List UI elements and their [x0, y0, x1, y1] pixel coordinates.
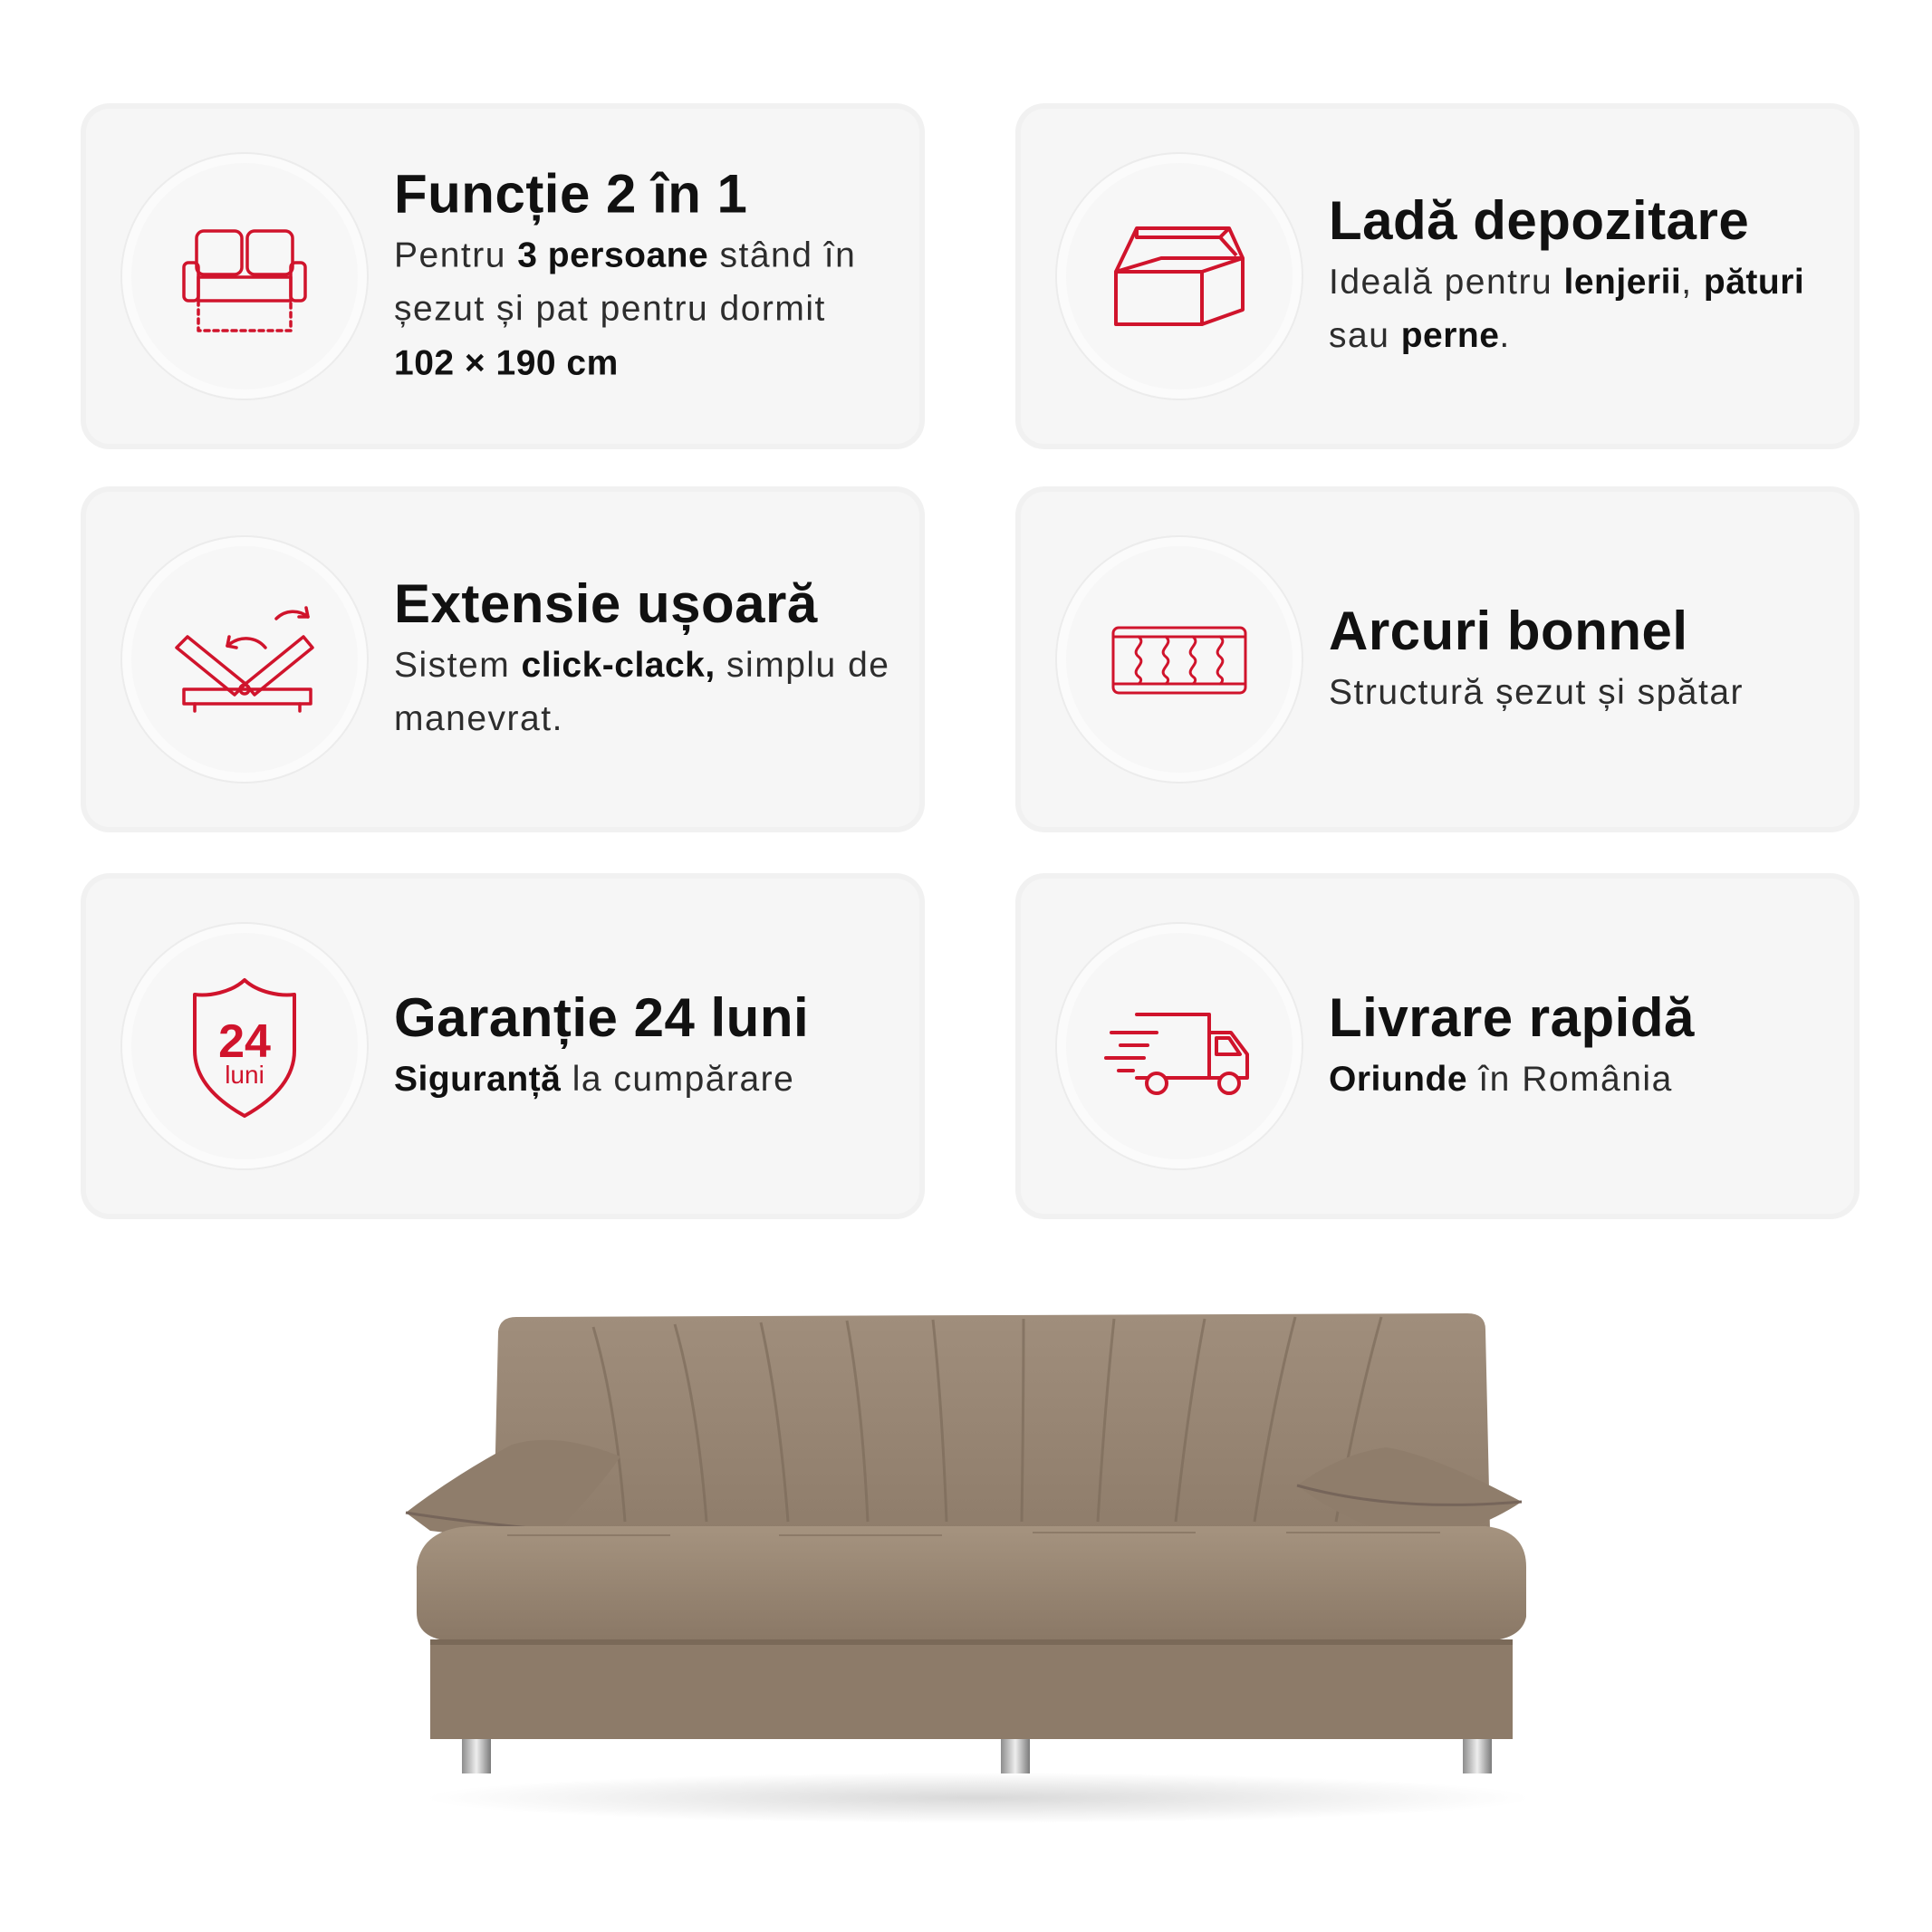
- highlight-text: lenjerii: [1563, 263, 1682, 303]
- feature-card-2in1: [86, 109, 919, 444]
- feature-description: [1329, 666, 1827, 719]
- icon-badge: [122, 924, 367, 1168]
- highlight-text: 3 persoane: [517, 235, 709, 275]
- feature-card-extension: [86, 492, 919, 827]
- feature-card-springs: [1021, 492, 1854, 827]
- description-text: ,: [1681, 263, 1704, 303]
- bonnel-springs-icon: [1093, 573, 1265, 745]
- description-text: .: [1499, 316, 1511, 356]
- description-text: stând în șezut și pat pentru dormit: [394, 235, 857, 329]
- warranty-unit: luni: [225, 1061, 264, 1089]
- highlight-text: Siguranță: [394, 1059, 562, 1099]
- feature-title: Garanție 24 luni: [394, 986, 810, 1048]
- highlight-text: perne: [1400, 316, 1500, 356]
- feature-card-storage: [1021, 109, 1854, 444]
- icon-badge: [122, 154, 367, 399]
- feature-title: Livrare rapidă: [1329, 986, 1695, 1048]
- highlight-text: 102 × 190 cm: [394, 343, 619, 383]
- description-text: la cumpărare: [561, 1059, 795, 1099]
- icon-badge: [1057, 154, 1302, 399]
- description-text: Structură șezut și spătar: [1329, 672, 1745, 712]
- feature-card-delivery: [1021, 879, 1854, 1214]
- feature-title: Funcție 2 în 1: [394, 163, 748, 225]
- click-clack-icon: [159, 573, 331, 745]
- sofa-product-image: [399, 1295, 1540, 1839]
- warranty-number: 24: [218, 1015, 271, 1068]
- description-text: Sistem: [394, 646, 522, 686]
- icon-badge: [1057, 924, 1302, 1168]
- feature-description: [394, 1053, 892, 1106]
- highlight-text: Oriunde: [1329, 1059, 1468, 1099]
- sofa-bed-icon: [159, 190, 331, 362]
- storage-box-icon: [1093, 190, 1265, 362]
- description-text: Pentru: [394, 235, 518, 275]
- feature-description: [394, 229, 892, 390]
- feature-description: [1329, 255, 1827, 363]
- feature-description: [1329, 1053, 1827, 1106]
- warranty-shield-icon: [159, 960, 331, 1132]
- feature-title: Extensie ușoară: [394, 573, 818, 635]
- feature-title: Ladă depozitare: [1329, 190, 1750, 252]
- description-text: simplu de manevrat.: [394, 646, 890, 739]
- icon-badge: [1057, 537, 1302, 782]
- highlight-text: pături: [1703, 263, 1805, 303]
- feature-title: Arcuri bonnel: [1329, 600, 1688, 661]
- description-text: sau: [1329, 316, 1401, 356]
- description-text: în România: [1467, 1059, 1673, 1099]
- highlight-text: click-clack,: [521, 646, 716, 686]
- description-text: Ideală pentru: [1329, 263, 1564, 303]
- feature-description: [394, 639, 892, 746]
- feature-card-warranty: [86, 879, 919, 1214]
- icon-badge: [122, 537, 367, 782]
- delivery-truck-icon: [1093, 960, 1265, 1132]
